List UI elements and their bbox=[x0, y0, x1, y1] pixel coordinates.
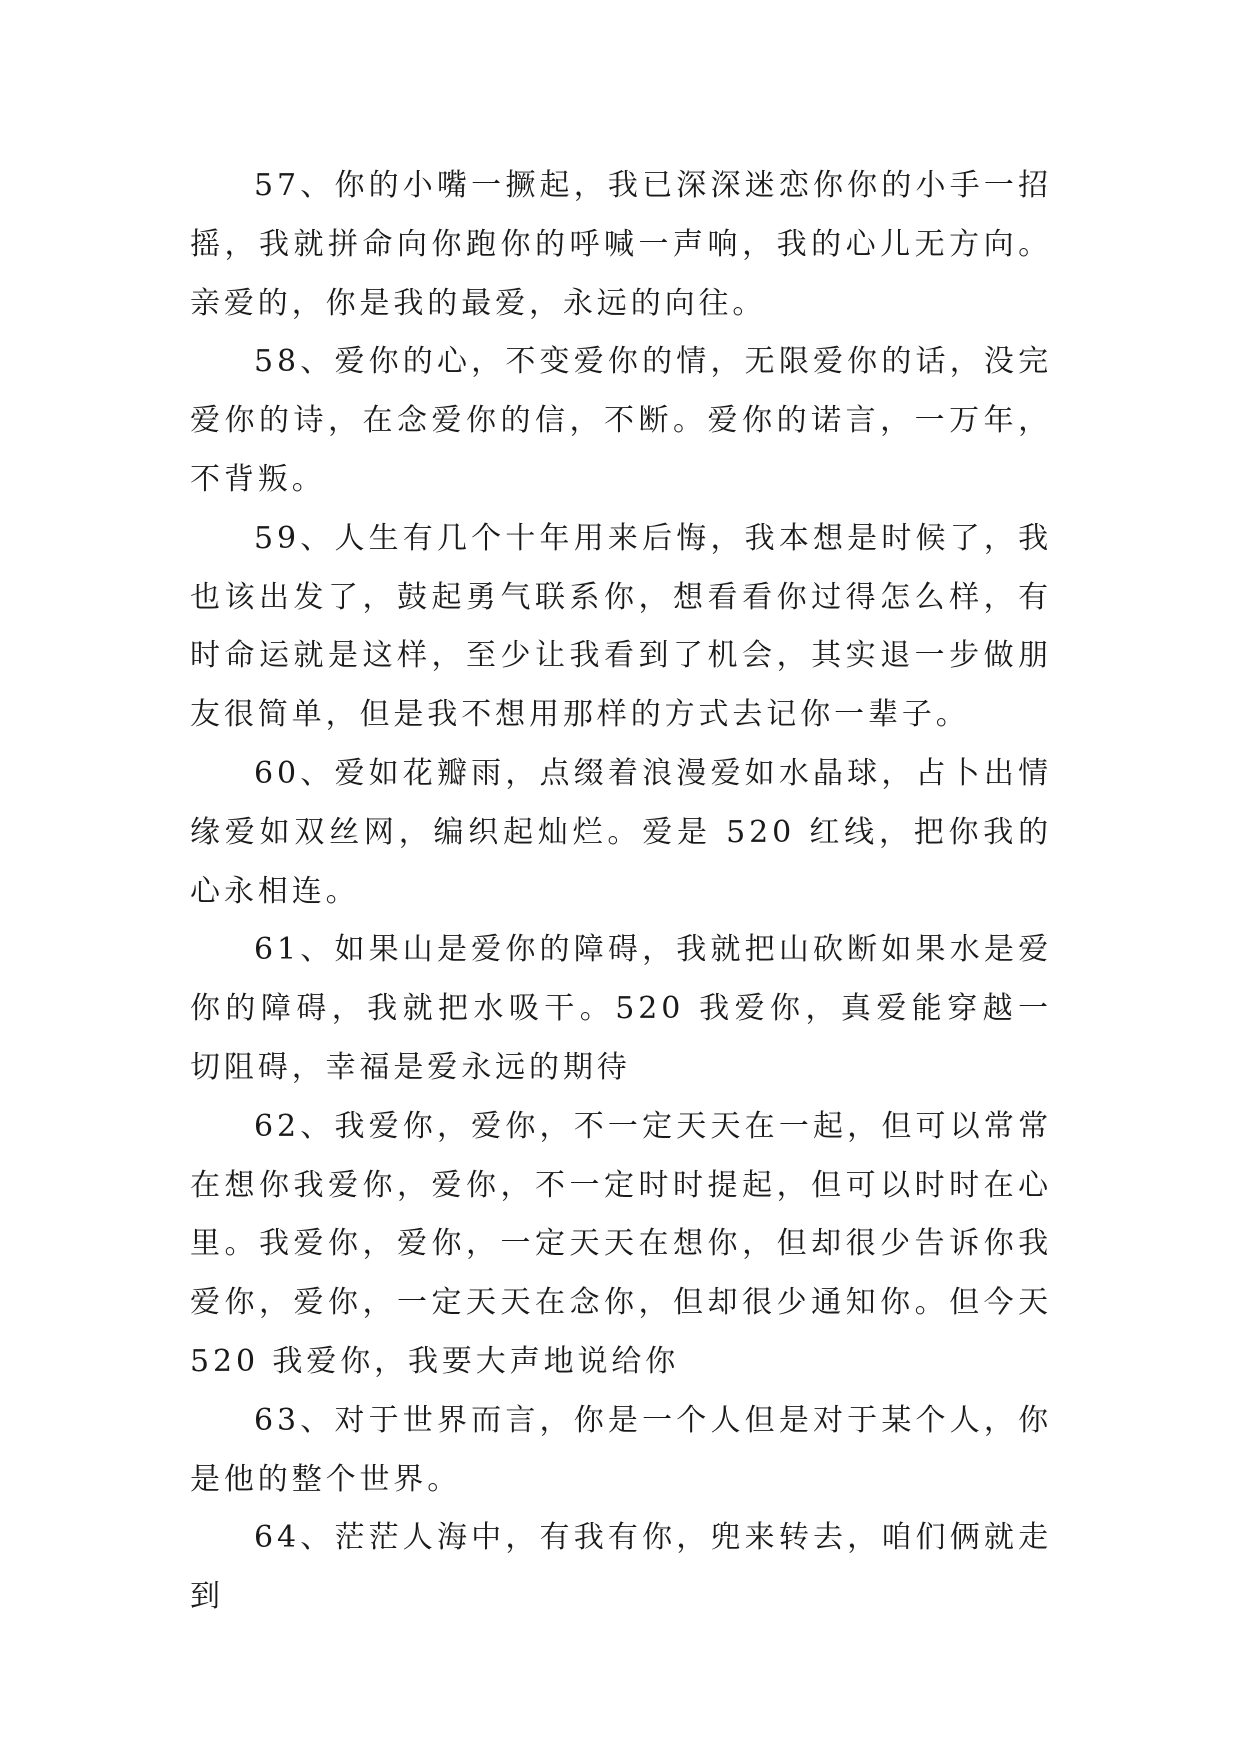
paragraph-60: 60、爱如花瓣雨，点缀着浪漫爱如水晶球，占卜出情缘爱如双丝网，编织起灿烂。爱是 520 红线，把你我的心永相连。 bbox=[190, 755, 1052, 909]
paragraph-63: 63、对于世界而言，你是一个人但是对于某个人，你是他的整个世界。 bbox=[190, 1402, 1052, 1497]
paragraph-58: 58、爱你的心，不变爱你的情，无限爱你的话，没完爱你的诗，在念爱你的信，不断。爱你的诺言，一万年，不背叛。 bbox=[190, 344, 1052, 497]
paragraph-57: 57、你的小嘴一撅起，我已深深迷恋你你的小手一招摇，我就拼命向你跑你的呼喊一声响，我的心儿无方向。亲爱的，你是我的最爱，永远的向往。 bbox=[190, 168, 1052, 321]
paragraph-61: 61、如果山是爱你的障碍，我就把山砍断如果水是爱你的障碍，我就把水吸干。520 我爱你，真爱能穿越一切阻碍，幸福是爱永远的期待 bbox=[190, 932, 1052, 1085]
paragraph-59: 59、人生有几个十年用来后悔，我本想是时候了，我也该出发了，鼓起勇气联系你，想看看你过得怎么样，有时命运就是这样，至少让我看到了机会，其实退一步做朋友很简单，但是我不想用那样的方式去记你一辈子。 bbox=[190, 520, 1052, 733]
paragraph-62: 62、我爱你，爱你，不一定天天在一起，但可以常常在想你我爱你，爱你，不一定时时提起，但可以时时在心里。我爱你，爱你，一定天天在想你，但却很少告诉你我爱你，爱你，一定天天在念你，但却很少通知你。但今天 520 我爱你，我要大声地说给你 bbox=[190, 1108, 1052, 1379]
paragraph-64: 64、茫茫人海中，有我有你，兜来转去，咱们俩就走到 bbox=[190, 1520, 1052, 1615]
document-body bbox=[190, 157, 1052, 1627]
